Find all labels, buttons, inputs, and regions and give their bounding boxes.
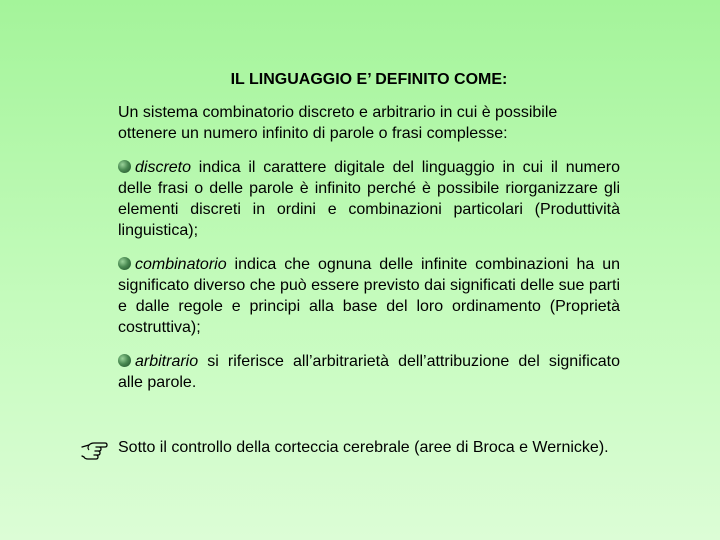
bullet-term: combinatorio (135, 256, 227, 273)
bullet-text: indica il carattere digitale del linguaggio in cui il numero delle frasi o delle parole è infinito perché è possibile riorganizzare gli elementi discreti in ordini e combinazioni particolari (Produttività linguistica); (118, 159, 620, 239)
bullet-sphere-icon (118, 354, 131, 367)
definition-intro: Un sistema combinatorio discreto e arbitrario in cui è possibile ottenere un numero infinito di parole o frasi complesse: (118, 104, 558, 142)
bullet-discreto (118, 157, 620, 241)
bullet-sphere-icon (118, 257, 131, 270)
bullet-arbitrario (118, 351, 620, 393)
bullet-combinatorio (118, 254, 620, 338)
bullet-term: discreto (135, 159, 192, 176)
slide-title: IL LINGUAGGIO E’ DEFINITO COME: (230, 71, 508, 88)
note-text: Sotto il controllo della corteccia cerebrale (aree di Broca e Wernicke). (118, 439, 609, 456)
bullet-text: si riferisce all’arbitrarietà dell’attribuzione del significato alle parole. (118, 353, 620, 391)
bullet-term: arbitrario (135, 353, 199, 370)
bullet-text: indica che ognuna delle infinite combinazioni ha un significato diverso che può essere previsto dai significati delle sue parti e dalle regole e principi alla base del loro ordinamento (Proprietà costruttiva); (118, 256, 620, 336)
bullet-sphere-icon (118, 160, 131, 173)
pointing-hand-icon (80, 438, 108, 462)
